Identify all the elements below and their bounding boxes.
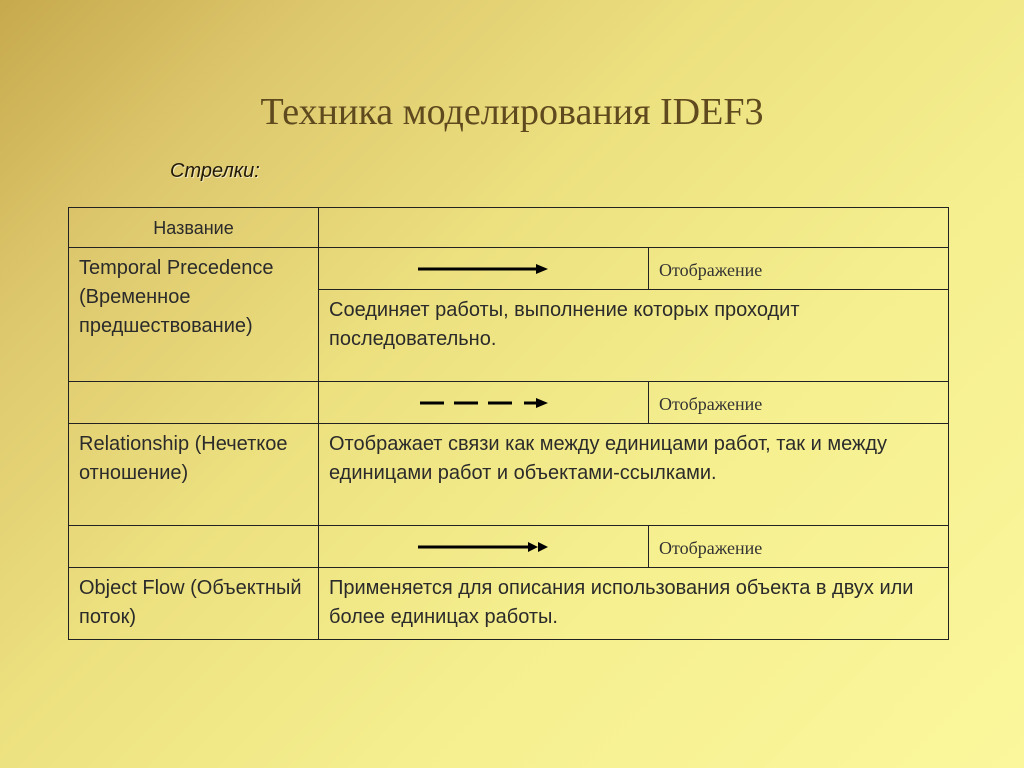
arrow-cell [319, 526, 649, 568]
display-label: Отображение [649, 382, 949, 424]
arrow-types-table [68, 207, 949, 640]
row-name-cell: Object Flow (Объектный поток) [69, 568, 319, 640]
solid-arrow-icon [414, 262, 554, 276]
header-empty-cell [319, 208, 949, 248]
table-row [69, 526, 949, 568]
header-name-cell: Название [69, 208, 319, 248]
double-head-arrow-icon [414, 540, 554, 554]
display-label: Отображение [649, 526, 949, 568]
empty-cell [69, 526, 319, 568]
display-label: Отображение [649, 248, 949, 290]
description-cell: Применяется для описания использования объекта в двух или более единицах работы. [319, 568, 949, 640]
empty-cell [69, 382, 319, 424]
dashed-arrow-icon [414, 396, 554, 410]
table-row [69, 248, 949, 290]
table-row [69, 424, 949, 526]
arrow-cell [319, 382, 649, 424]
table-header-row [69, 208, 949, 248]
arrow-cell [319, 248, 649, 290]
table-row [69, 382, 949, 424]
row-name-cell: Relationship (Нечеткое отношение) [69, 424, 319, 526]
row-name-cell: Temporal Precedence (Временное предшествование) [69, 248, 319, 382]
description-cell: Соединяет работы, выполнение которых проходит последовательно. [319, 290, 949, 382]
slide-title: Техника моделирования IDEF3 [260, 91, 764, 133]
description-cell: Отображает связи как между единицами работ, так и между единицами работ и объектами-ссылками. [319, 424, 949, 526]
table-row [69, 568, 949, 640]
section-label: Стрелки: [170, 160, 260, 182]
